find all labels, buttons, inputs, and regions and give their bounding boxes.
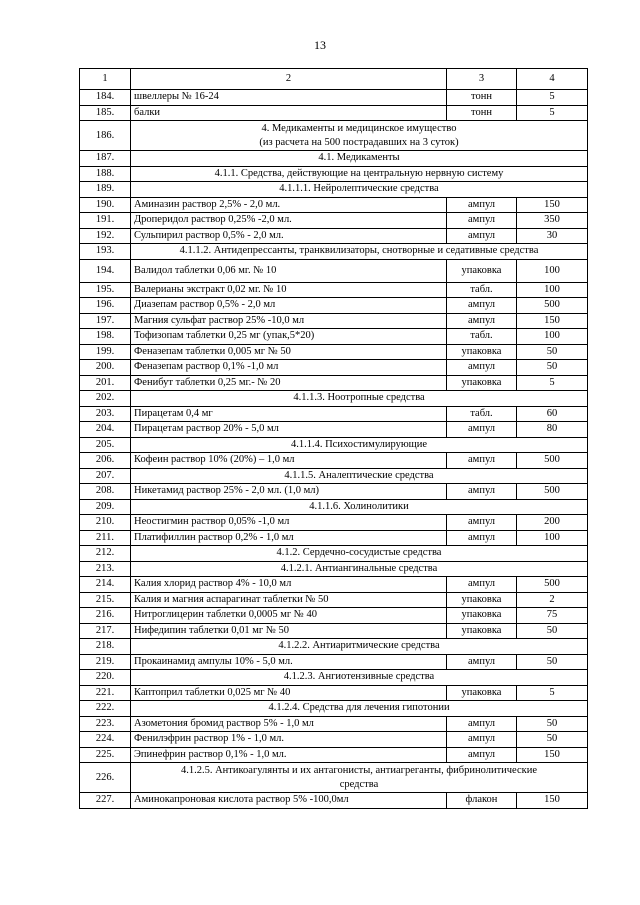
item-quantity: 50 xyxy=(517,623,588,639)
item-quantity: 100 xyxy=(517,259,588,282)
row-number: 222. xyxy=(80,701,131,717)
item-quantity: 500 xyxy=(517,577,588,593)
item-name: Неостигмин раствор 0,05% -1,0 мл xyxy=(131,515,447,531)
item-unit: упаковка xyxy=(447,623,517,639)
item-unit: ампул xyxy=(447,228,517,244)
item-unit: ампул xyxy=(447,732,517,748)
item-quantity: 50 xyxy=(517,716,588,732)
item-quantity: 150 xyxy=(517,793,588,809)
page-number: 13 xyxy=(314,38,326,52)
item-unit: ампул xyxy=(447,197,517,213)
item-unit: ампул xyxy=(447,313,517,329)
item-quantity: 100 xyxy=(517,329,588,345)
table-row xyxy=(80,197,588,213)
item-name: Феназепам раствор 0,1% -1,0 мл xyxy=(131,360,447,376)
item-quantity: 350 xyxy=(517,213,588,229)
item-unit: ампул xyxy=(447,716,517,732)
row-number: 194. xyxy=(80,259,131,282)
item-unit: табл. xyxy=(447,282,517,298)
item-name: Азометония бромид раствор 5% - 1,0 мл xyxy=(131,716,447,732)
row-number: 188. xyxy=(80,166,131,182)
supplies-table xyxy=(79,68,588,809)
item-quantity: 150 xyxy=(517,313,588,329)
header-col-4: 4 xyxy=(517,69,588,90)
table-row xyxy=(80,793,588,809)
row-number: 219. xyxy=(80,654,131,670)
item-quantity: 50 xyxy=(517,732,588,748)
section-heading-row xyxy=(80,499,588,515)
section-heading-row xyxy=(80,763,588,793)
section-heading: 4.1.1.1. Нейролептические средства xyxy=(131,182,588,198)
table-row xyxy=(80,375,588,391)
row-number: 190. xyxy=(80,197,131,213)
row-number: 200. xyxy=(80,360,131,376)
row-number: 198. xyxy=(80,329,131,345)
item-name: Сульпирил раствор 0,5% - 2,0 мл. xyxy=(131,228,447,244)
item-name: Феназепам таблетки 0,005 мг № 50 xyxy=(131,344,447,360)
item-name: Калия хлорид раствор 4% - 10,0 мл xyxy=(131,577,447,593)
item-unit: упаковка xyxy=(447,592,517,608)
item-name: Никетамид раствор 25% - 2,0 мл. (1,0 мл) xyxy=(131,484,447,500)
item-quantity: 60 xyxy=(517,406,588,422)
item-name: Аминокапроновая кислота раствор 5% -100,0мл xyxy=(131,793,447,809)
row-number: 204. xyxy=(80,422,131,438)
section-heading: 4.1.2.1. Антиангинальные средства xyxy=(131,561,588,577)
item-unit: ампул xyxy=(447,213,517,229)
section-heading-row xyxy=(80,701,588,717)
table-row xyxy=(80,623,588,639)
table-row xyxy=(80,747,588,763)
item-unit: табл. xyxy=(447,406,517,422)
section-heading: 4.1.1. Средства, действующие на центральную нервную систему xyxy=(131,166,588,182)
section-heading: 4.1.2.3. Ангиотензивные средства xyxy=(131,670,588,686)
row-number: 208. xyxy=(80,484,131,500)
table-row xyxy=(80,228,588,244)
row-number: 187. xyxy=(80,151,131,167)
row-number: 211. xyxy=(80,530,131,546)
section-heading-row xyxy=(80,391,588,407)
table-row xyxy=(80,105,588,121)
section-heading: 4.1. Медикаменты xyxy=(131,151,588,167)
item-quantity: 150 xyxy=(517,747,588,763)
item-unit: ампул xyxy=(447,298,517,314)
row-number: 224. xyxy=(80,732,131,748)
item-unit: ампул xyxy=(447,422,517,438)
item-quantity: 100 xyxy=(517,530,588,546)
row-number: 203. xyxy=(80,406,131,422)
item-quantity: 150 xyxy=(517,197,588,213)
row-number: 218. xyxy=(80,639,131,655)
item-name: Кофеин раствор 10% (20%) – 1,0 мл xyxy=(131,453,447,469)
table-row xyxy=(80,685,588,701)
item-name: балки xyxy=(131,105,447,121)
item-quantity: 200 xyxy=(517,515,588,531)
section-heading: 4.1.1.4. Психостимулирующие xyxy=(131,437,588,453)
section-heading-row xyxy=(80,121,588,151)
row-number: 223. xyxy=(80,716,131,732)
row-number: 193. xyxy=(80,244,131,260)
section-heading: 4.1.1.6. Холинолитики xyxy=(131,499,588,515)
item-name: швеллеры № 16-24 xyxy=(131,90,447,106)
item-unit: тонн xyxy=(447,105,517,121)
item-name: Фенилэфрин раствор 1% - 1,0 мл. xyxy=(131,732,447,748)
item-name: Диазепам раствор 0,5% - 2,0 мл xyxy=(131,298,447,314)
item-unit: ампул xyxy=(447,484,517,500)
section-heading-row xyxy=(80,166,588,182)
item-name: Каптоприл таблетки 0,025 мг № 40 xyxy=(131,685,447,701)
item-unit: ампул xyxy=(447,515,517,531)
table-row xyxy=(80,313,588,329)
table-row xyxy=(80,329,588,345)
section-heading: 4.1.2.2. Антиаритмические средства xyxy=(131,639,588,655)
item-unit: упаковка xyxy=(447,259,517,282)
row-number: 220. xyxy=(80,670,131,686)
row-number: 205. xyxy=(80,437,131,453)
row-number: 201. xyxy=(80,375,131,391)
item-name: Пирацетам раствор 20% - 5,0 мл xyxy=(131,422,447,438)
section-heading: 4.1.1.2. Антидепрессанты, транквилизаторы, снотворные и седативные средства xyxy=(131,244,588,260)
item-unit: упаковка xyxy=(447,375,517,391)
row-number: 227. xyxy=(80,793,131,809)
table-row xyxy=(80,732,588,748)
item-quantity: 500 xyxy=(517,484,588,500)
row-number: 185. xyxy=(80,105,131,121)
item-unit: ампул xyxy=(447,530,517,546)
row-number: 199. xyxy=(80,344,131,360)
item-name: Магния сульфат раствор 25% -10,0 мл xyxy=(131,313,447,329)
section-heading-row xyxy=(80,670,588,686)
table-row xyxy=(80,515,588,531)
table-row xyxy=(80,608,588,624)
section-heading-row xyxy=(80,468,588,484)
item-quantity: 500 xyxy=(517,453,588,469)
item-name: Валерианы экстракт 0,02 мг. № 10 xyxy=(131,282,447,298)
item-unit: ампул xyxy=(447,577,517,593)
table-row xyxy=(80,592,588,608)
table-row xyxy=(80,213,588,229)
section-heading: 4.1.1.3. Ноотропные средства xyxy=(131,391,588,407)
row-number: 197. xyxy=(80,313,131,329)
item-quantity: 5 xyxy=(517,90,588,106)
item-unit: упаковка xyxy=(447,344,517,360)
table-header-row xyxy=(80,69,588,90)
header-col-3: 3 xyxy=(447,69,517,90)
item-name: Платифиллин раствор 0,2% - 1,0 мл xyxy=(131,530,447,546)
item-quantity: 30 xyxy=(517,228,588,244)
table-row xyxy=(80,453,588,469)
item-quantity: 75 xyxy=(517,608,588,624)
section-heading-row xyxy=(80,244,588,260)
item-name: Дроперидол раствор 0,25% -2,0 мл. xyxy=(131,213,447,229)
row-number: 225. xyxy=(80,747,131,763)
section-heading-row xyxy=(80,561,588,577)
item-name: Тофизопам таблетки 0,25 мг (упак,5*20) xyxy=(131,329,447,345)
item-unit: ампул xyxy=(447,654,517,670)
section-heading: 4.1.2.5. Антикоагулянты и их антагонисты, антиагреганты, фибринолитические средства xyxy=(131,763,588,793)
table-row xyxy=(80,716,588,732)
item-unit: упаковка xyxy=(447,685,517,701)
row-number: 184. xyxy=(80,90,131,106)
table-row xyxy=(80,577,588,593)
item-quantity: 50 xyxy=(517,654,588,670)
row-number: 217. xyxy=(80,623,131,639)
table-row xyxy=(80,259,588,282)
item-name: Нитроглицерин таблетки 0,0005 мг № 40 xyxy=(131,608,447,624)
table-row xyxy=(80,344,588,360)
row-number: 214. xyxy=(80,577,131,593)
header-col-1: 1 xyxy=(80,69,131,90)
row-number: 202. xyxy=(80,391,131,407)
item-name: Прокаинамид ампулы 10% - 5,0 мл. xyxy=(131,654,447,670)
section-heading: 4. Медикаменты и медицинское имущество (из расчета на 500 пострадавших на 3 суток) xyxy=(131,121,588,151)
row-number: 221. xyxy=(80,685,131,701)
item-unit: ампул xyxy=(447,747,517,763)
section-heading-row xyxy=(80,151,588,167)
section-heading-row xyxy=(80,182,588,198)
table-row xyxy=(80,282,588,298)
table-row xyxy=(80,298,588,314)
row-number: 206. xyxy=(80,453,131,469)
item-quantity: 100 xyxy=(517,282,588,298)
table-row xyxy=(80,484,588,500)
table-row xyxy=(80,90,588,106)
row-number: 209. xyxy=(80,499,131,515)
item-quantity: 50 xyxy=(517,344,588,360)
item-quantity: 80 xyxy=(517,422,588,438)
table-row xyxy=(80,422,588,438)
row-number: 186. xyxy=(80,121,131,151)
item-name: Аминазин раствор 2,5% - 2,0 мл. xyxy=(131,197,447,213)
item-quantity: 5 xyxy=(517,375,588,391)
section-heading: 4.1.2.4. Средства для лечения гипотонии xyxy=(131,701,588,717)
section-heading: 4.1.1.5. Аналептические средства xyxy=(131,468,588,484)
row-number: 226. xyxy=(80,763,131,793)
item-name: Калия и магния аспарагинат таблетки № 50 xyxy=(131,592,447,608)
row-number: 213. xyxy=(80,561,131,577)
item-unit: флакон xyxy=(447,793,517,809)
row-number: 189. xyxy=(80,182,131,198)
row-number: 195. xyxy=(80,282,131,298)
item-name: Эпинефрин раствор 0,1% - 1,0 мл. xyxy=(131,747,447,763)
row-number: 212. xyxy=(80,546,131,562)
item-name: Нифедипин таблетки 0,01 мг № 50 xyxy=(131,623,447,639)
item-quantity: 2 xyxy=(517,592,588,608)
item-quantity: 50 xyxy=(517,360,588,376)
item-quantity: 500 xyxy=(517,298,588,314)
item-unit: табл. xyxy=(447,329,517,345)
item-name: Фенибут таблетки 0,25 мг.- № 20 xyxy=(131,375,447,391)
row-number: 216. xyxy=(80,608,131,624)
item-unit: ампул xyxy=(447,453,517,469)
table-body xyxy=(80,69,588,809)
item-unit: ампул xyxy=(447,360,517,376)
row-number: 191. xyxy=(80,213,131,229)
table-row xyxy=(80,530,588,546)
header-col-2: 2 xyxy=(131,69,447,90)
section-heading: 4.1.2. Сердечно-сосудистые средства xyxy=(131,546,588,562)
row-number: 215. xyxy=(80,592,131,608)
section-heading-row xyxy=(80,437,588,453)
item-name: Пирацетам 0,4 мг xyxy=(131,406,447,422)
table-row xyxy=(80,654,588,670)
row-number: 192. xyxy=(80,228,131,244)
item-unit: упаковка xyxy=(447,608,517,624)
row-number: 207. xyxy=(80,468,131,484)
item-quantity: 5 xyxy=(517,105,588,121)
section-heading-row xyxy=(80,546,588,562)
item-quantity: 5 xyxy=(517,685,588,701)
table-row xyxy=(80,406,588,422)
row-number: 196. xyxy=(80,298,131,314)
table-row xyxy=(80,360,588,376)
section-heading-row xyxy=(80,639,588,655)
item-unit: тонн xyxy=(447,90,517,106)
row-number: 210. xyxy=(80,515,131,531)
item-name: Валидол таблетки 0,06 мг. № 10 xyxy=(131,259,447,282)
